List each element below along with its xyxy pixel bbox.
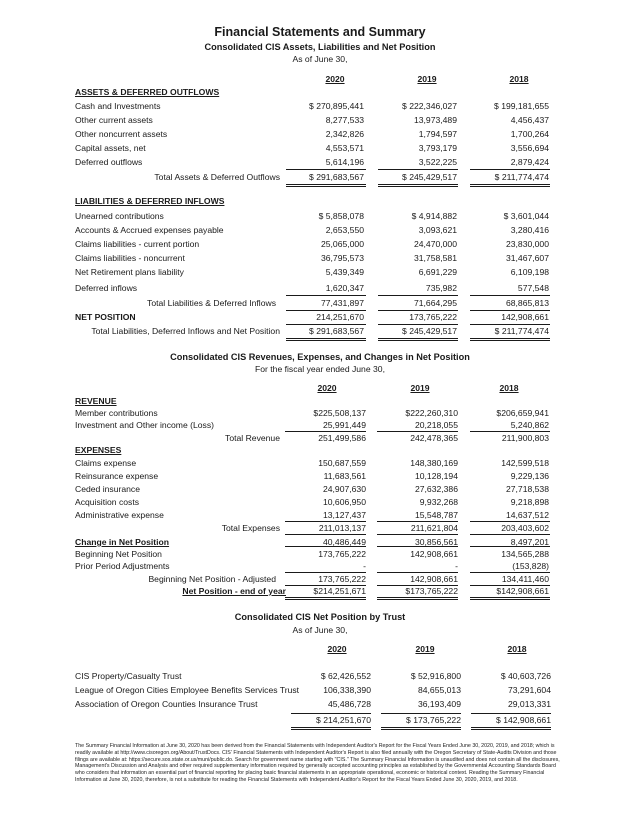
- cell-2020: $ 5,858,078: [318, 211, 364, 221]
- assets-header: ASSETS & DEFERRED OUTFLOWS: [75, 87, 220, 97]
- cell-2020: 24,907,630: [322, 484, 366, 494]
- cell-2019: 142,908,661: [410, 574, 458, 584]
- rule: [377, 521, 458, 522]
- cell-2020: 106,338,390: [323, 685, 371, 695]
- cell-2020: 1,620,347: [325, 283, 364, 293]
- row-label: Net Retirement plans liability: [75, 267, 184, 277]
- cell-2020: 5,439,349: [325, 267, 364, 277]
- cell-2020: 11,683,561: [323, 471, 366, 481]
- rule: [291, 713, 371, 714]
- row-label: Other noncurrent assets: [75, 129, 168, 139]
- rule: [291, 729, 371, 730]
- rule: [378, 169, 458, 170]
- rule: [378, 338, 458, 339]
- rule: [286, 186, 366, 187]
- cell-2018: 1,700,264: [510, 129, 549, 139]
- rule: [470, 184, 550, 185]
- cell-2020: 2,653,550: [325, 225, 364, 235]
- cell-2019: $ 4,914,882: [411, 211, 457, 221]
- cell-2018: 23,830,000: [505, 239, 549, 249]
- row-label: Reinsurance expense: [75, 471, 159, 481]
- cell-2019: 15,548,787: [414, 510, 458, 520]
- cell-2019: -: [455, 561, 458, 571]
- rule: [377, 572, 458, 573]
- cell-2018: 31,467,607: [505, 253, 549, 263]
- s3-year-2019: 2019: [415, 644, 435, 654]
- rule: [470, 338, 550, 339]
- cell-2019: 84,655,013: [417, 685, 461, 695]
- cell-2019: 71,664,295: [413, 298, 457, 308]
- rule: [285, 521, 366, 522]
- cell-2020: $225,508,137: [313, 408, 366, 418]
- cell-2019: 3,793,179: [418, 143, 457, 153]
- cell-2018: 29,013,331: [507, 699, 551, 709]
- rule: [470, 431, 550, 432]
- cell-2018: 5,240,862: [510, 420, 549, 430]
- rule: [471, 727, 551, 728]
- cell-2019: $ 222,346,027: [402, 101, 457, 111]
- cell-2018: 134,565,288: [501, 549, 549, 559]
- rule: [285, 534, 366, 535]
- s3-year-2020: 2020: [327, 644, 347, 654]
- cell-2019: $ 52,916,800: [410, 671, 461, 681]
- cell-2019: $ 245,429,517: [402, 326, 457, 336]
- row-label: Beginning Net Position: [75, 549, 162, 559]
- cell-2020: 5,614,196: [325, 157, 364, 167]
- s1-year-2019: 2019: [417, 74, 437, 84]
- cell-2020: 13,127,437: [322, 510, 366, 520]
- liabilities-header: LIABILITIES & DEFERRED INFLOWS: [75, 196, 225, 206]
- cell-2018: 27,718,538: [505, 484, 549, 494]
- rule: [377, 597, 458, 598]
- rule: [471, 729, 551, 730]
- row-label: Accounts & Accrued expenses payable: [75, 225, 224, 235]
- cell-2018: 142,908,661: [501, 312, 549, 322]
- cell-2020: -: [363, 561, 366, 571]
- rule: [378, 310, 458, 311]
- row-label: Acquisition costs: [75, 497, 140, 507]
- cell-2020: 77,431,897: [320, 298, 364, 308]
- rule: [378, 295, 458, 296]
- cell-2020: 36,795,573: [320, 253, 364, 263]
- cell-2020: 45,486,728: [327, 699, 371, 709]
- cell-2018: $142,908,661: [496, 586, 549, 596]
- cell-2019: 3,093,621: [418, 225, 457, 235]
- rule: [470, 534, 550, 535]
- rule: [286, 295, 366, 296]
- cell-2019: $ 245,429,517: [402, 172, 457, 182]
- row-label: Other current assets: [75, 115, 153, 125]
- rule: [378, 186, 458, 187]
- cell-2018: (153,828): [512, 561, 549, 571]
- cell-2018: 3,556,694: [510, 143, 549, 153]
- cell-2019: 31,758,581: [413, 253, 457, 263]
- rule: [286, 184, 366, 185]
- cell-2018: 142,599,518: [501, 458, 549, 468]
- cell-2018: 577,548: [517, 283, 549, 293]
- cell-2018: $206,659,941: [496, 408, 549, 418]
- cell-2018: 203,403,602: [501, 523, 549, 533]
- rule: [381, 713, 461, 714]
- rule: [285, 572, 366, 573]
- cell-2018: 211,900,803: [501, 433, 549, 443]
- expenses-header: EXPENSES: [75, 445, 122, 455]
- cell-2018: 14,637,512: [505, 510, 549, 520]
- cell-2020: 40,486,449: [322, 537, 366, 547]
- rule: [286, 338, 366, 339]
- cell-2019: 13,973,489: [413, 115, 457, 125]
- row-label: Capital assets, net: [75, 143, 146, 153]
- net-position-label: NET POSITION: [75, 312, 136, 322]
- page-title: Financial Statements and Summary: [214, 25, 426, 39]
- cell-2018: 3,280,416: [510, 225, 549, 235]
- row-label: Member contributions: [75, 408, 158, 418]
- cell-2019: 20,218,055: [414, 420, 458, 430]
- cell-2019: 36,193,409: [417, 699, 461, 709]
- s1-year-2018: 2018: [509, 74, 529, 84]
- rule: [285, 431, 366, 432]
- change-label: Change in Net Position: [75, 537, 170, 547]
- section-2-subtitle: For the fiscal year ended June 30,: [255, 364, 385, 374]
- total-revenue-label: Total Revenue: [225, 433, 280, 443]
- row-label: Administrative expense: [75, 510, 164, 520]
- rule: [285, 585, 366, 586]
- cell-2019: 30,856,561: [414, 537, 458, 547]
- cell-2018: $ 211,774,474: [494, 326, 549, 336]
- cell-2018: $ 3,601,044: [503, 211, 549, 221]
- rule: [470, 310, 550, 311]
- cell-2019: 735,982: [425, 283, 457, 293]
- cell-2019: $222,260,310: [405, 408, 458, 418]
- cell-2020: 173,765,222: [318, 574, 366, 584]
- row-label: Claims liabilities - current portion: [75, 239, 200, 249]
- rule: [377, 585, 458, 586]
- cell-2018: 6,109,198: [510, 267, 549, 277]
- cell-2020: 25,991,449: [322, 420, 366, 430]
- row-label: Association of Oregon Counties Insurance Trust: [75, 699, 258, 709]
- rule: [470, 597, 550, 598]
- cell-2020: 211,013,137: [318, 523, 366, 533]
- row-label: Claims expense: [75, 458, 137, 468]
- rule: [286, 340, 366, 341]
- rule: [285, 546, 366, 547]
- section-1-subtitle: As of June 30,: [292, 54, 348, 64]
- rule: [381, 727, 461, 728]
- section-3-subtitle: As of June 30,: [292, 625, 348, 635]
- cell-2018: $ 40,603,726: [500, 671, 551, 681]
- cell-2019: 211,621,804: [410, 523, 458, 533]
- rule: [470, 340, 550, 341]
- rule: [470, 186, 550, 187]
- cell-2019: 3,522,225: [418, 157, 457, 167]
- cell-2020: $ 291,683,567: [309, 326, 364, 336]
- cell-2020: 214,251,670: [316, 312, 364, 322]
- total-all-label: Total Liabilities, Deferred Inflows and Net Position: [91, 326, 280, 336]
- rule: [470, 324, 550, 325]
- cell-2019: 142,908,661: [410, 549, 458, 559]
- rule: [378, 184, 458, 185]
- row-label: Deferred inflows: [75, 283, 138, 293]
- cell-2019: 173,765,222: [409, 312, 457, 322]
- rule: [470, 169, 550, 170]
- rule: [470, 521, 550, 522]
- section-2-title: Consolidated CIS Revenues, Expenses, and Changes in Net Position: [170, 352, 470, 362]
- cell-2018: $ 211,774,474: [494, 172, 549, 182]
- cell-2018: 134,411,460: [501, 574, 549, 584]
- total-assets-label: Total Assets & Deferred Outflows: [154, 172, 280, 182]
- cell-2020: 10,606,950: [322, 497, 366, 507]
- s2-year-2018: 2018: [499, 383, 519, 393]
- cell-2020: 4,553,571: [325, 143, 364, 153]
- beginning-adjusted-label: Beginning Net Position - Adjusted: [148, 574, 276, 584]
- s2-year-2020: 2020: [317, 383, 337, 393]
- cell-2018: $ 199,181,655: [494, 101, 549, 111]
- cell-2018: 73,291,604: [507, 685, 551, 695]
- cell-2019: 1,794,597: [418, 129, 457, 139]
- cell-2018: 8,497,201: [510, 537, 549, 547]
- rule: [291, 727, 371, 728]
- footnote: The Summary Financial Information at June 30, 2020 has been derived from the Financial Statements with Independent Auditor's Report for the Fiscal Years Ended June 30, 2020, 2019, and 2018; which is readily available at http://www.cisoregon.org/About/TrustDocs. CIS' Financial Statements with Independent Auditor's Report is also filed annually with the Oregon Secretary of State-Audits Division and those filings are available at: https://secure.sos.state.or.us/muni/public.do. Search for government name starting with "CIS." The Summary Financial Information is unaudited and does not contain all the disclosures, Management's Discussion and Analysis and other required supplementary information required by generally accepted accounting principles as established by the Governmental Accounting Standards Board who considers that information an essential part of financial reporting for placing basic financial statements in an appropriate operational, economic or historical context. Reading the Summary Financial Information at June 30, 2020, therefore, is not a substitute for reading the Financial Statements with Independent Auditor's Report for the Fiscal Years Ended June 30, 2020, 2019, and 2018.: [75, 743, 560, 783]
- rule: [378, 324, 458, 325]
- cell-2019: 24,470,000: [413, 239, 457, 249]
- cell-2019: 6,691,229: [418, 267, 457, 277]
- rule: [286, 310, 366, 311]
- cell-2019: 10,128,194: [414, 471, 458, 481]
- rule: [470, 546, 550, 547]
- rule: [377, 546, 458, 547]
- cell-2020: 25,065,000: [320, 239, 364, 249]
- cell-2020: 2,342,826: [325, 129, 364, 139]
- row-label: Ceded insurance: [75, 484, 140, 494]
- row-label: CIS Property/Casualty Trust: [75, 671, 182, 681]
- cell-2020: $ 291,683,567: [309, 172, 364, 182]
- cell-2020: $214,251,671: [313, 586, 366, 596]
- s1-year-2020: 2020: [325, 74, 345, 84]
- rule: [470, 572, 550, 573]
- cell-2020: 251,499,586: [318, 433, 366, 443]
- row-label: Investment and Other income (Loss): [75, 420, 214, 430]
- rule: [286, 169, 366, 170]
- total-liabilities-label: Total Liabilities & Deferred Inflows: [147, 298, 276, 308]
- rule: [470, 295, 550, 296]
- cell-2020: $ 270,895,441: [309, 101, 364, 111]
- section-1-title: Consolidated CIS Assets, Liabilities and Net Position: [204, 42, 436, 52]
- rule: [471, 713, 551, 714]
- cell-2019: 9,932,268: [419, 497, 458, 507]
- s3-year-2018: 2018: [507, 644, 527, 654]
- row-label: League of Oregon Cities Employee Benefits Services Trust: [75, 685, 300, 695]
- rule: [285, 597, 366, 598]
- s2-year-2019: 2019: [410, 383, 430, 393]
- revenue-header: REVENUE: [75, 396, 117, 406]
- rule: [377, 599, 458, 600]
- total-expenses-label: Total Expenses: [221, 523, 280, 533]
- cell-2018: $ 142,908,661: [496, 715, 551, 725]
- cell-2020: 8,277,533: [325, 115, 364, 125]
- cell-2020: 150,687,559: [318, 458, 366, 468]
- cell-2018: 9,218,898: [510, 497, 549, 507]
- rule: [381, 729, 461, 730]
- cell-2019: $173,765,222: [405, 586, 458, 596]
- row-label: Claims liabilities - noncurrent: [75, 253, 185, 263]
- cell-2018: 68,865,813: [505, 298, 549, 308]
- cell-2019: $ 173,765,222: [406, 715, 461, 725]
- rule: [286, 324, 366, 325]
- cell-2019: 242,478,365: [410, 433, 458, 443]
- rule: [377, 534, 458, 535]
- rule: [285, 599, 366, 600]
- rule: [470, 599, 550, 600]
- section-3-title: Consolidated CIS Net Position by Trust: [234, 612, 406, 622]
- cell-2018: 9,229,136: [510, 471, 549, 481]
- cell-2019: 27,632,386: [414, 484, 458, 494]
- row-label: Deferred outflows: [75, 157, 143, 167]
- row-label: Cash and Investments: [75, 101, 161, 111]
- row-label: Unearned contributions: [75, 211, 164, 221]
- cell-2020: $ 214,251,670: [316, 715, 371, 725]
- cell-2018: 2,879,424: [510, 157, 549, 167]
- end-net-position-label: Net Position - end of year: [182, 586, 286, 596]
- rule: [378, 340, 458, 341]
- cell-2020: $ 62,426,552: [320, 671, 371, 681]
- cell-2020: 173,765,222: [318, 549, 366, 559]
- cell-2019: 148,380,169: [410, 458, 458, 468]
- cell-2018: 4,456,437: [510, 115, 549, 125]
- rule: [470, 585, 550, 586]
- row-label: Prior Period Adjustments: [75, 561, 170, 571]
- rule: [377, 431, 458, 432]
